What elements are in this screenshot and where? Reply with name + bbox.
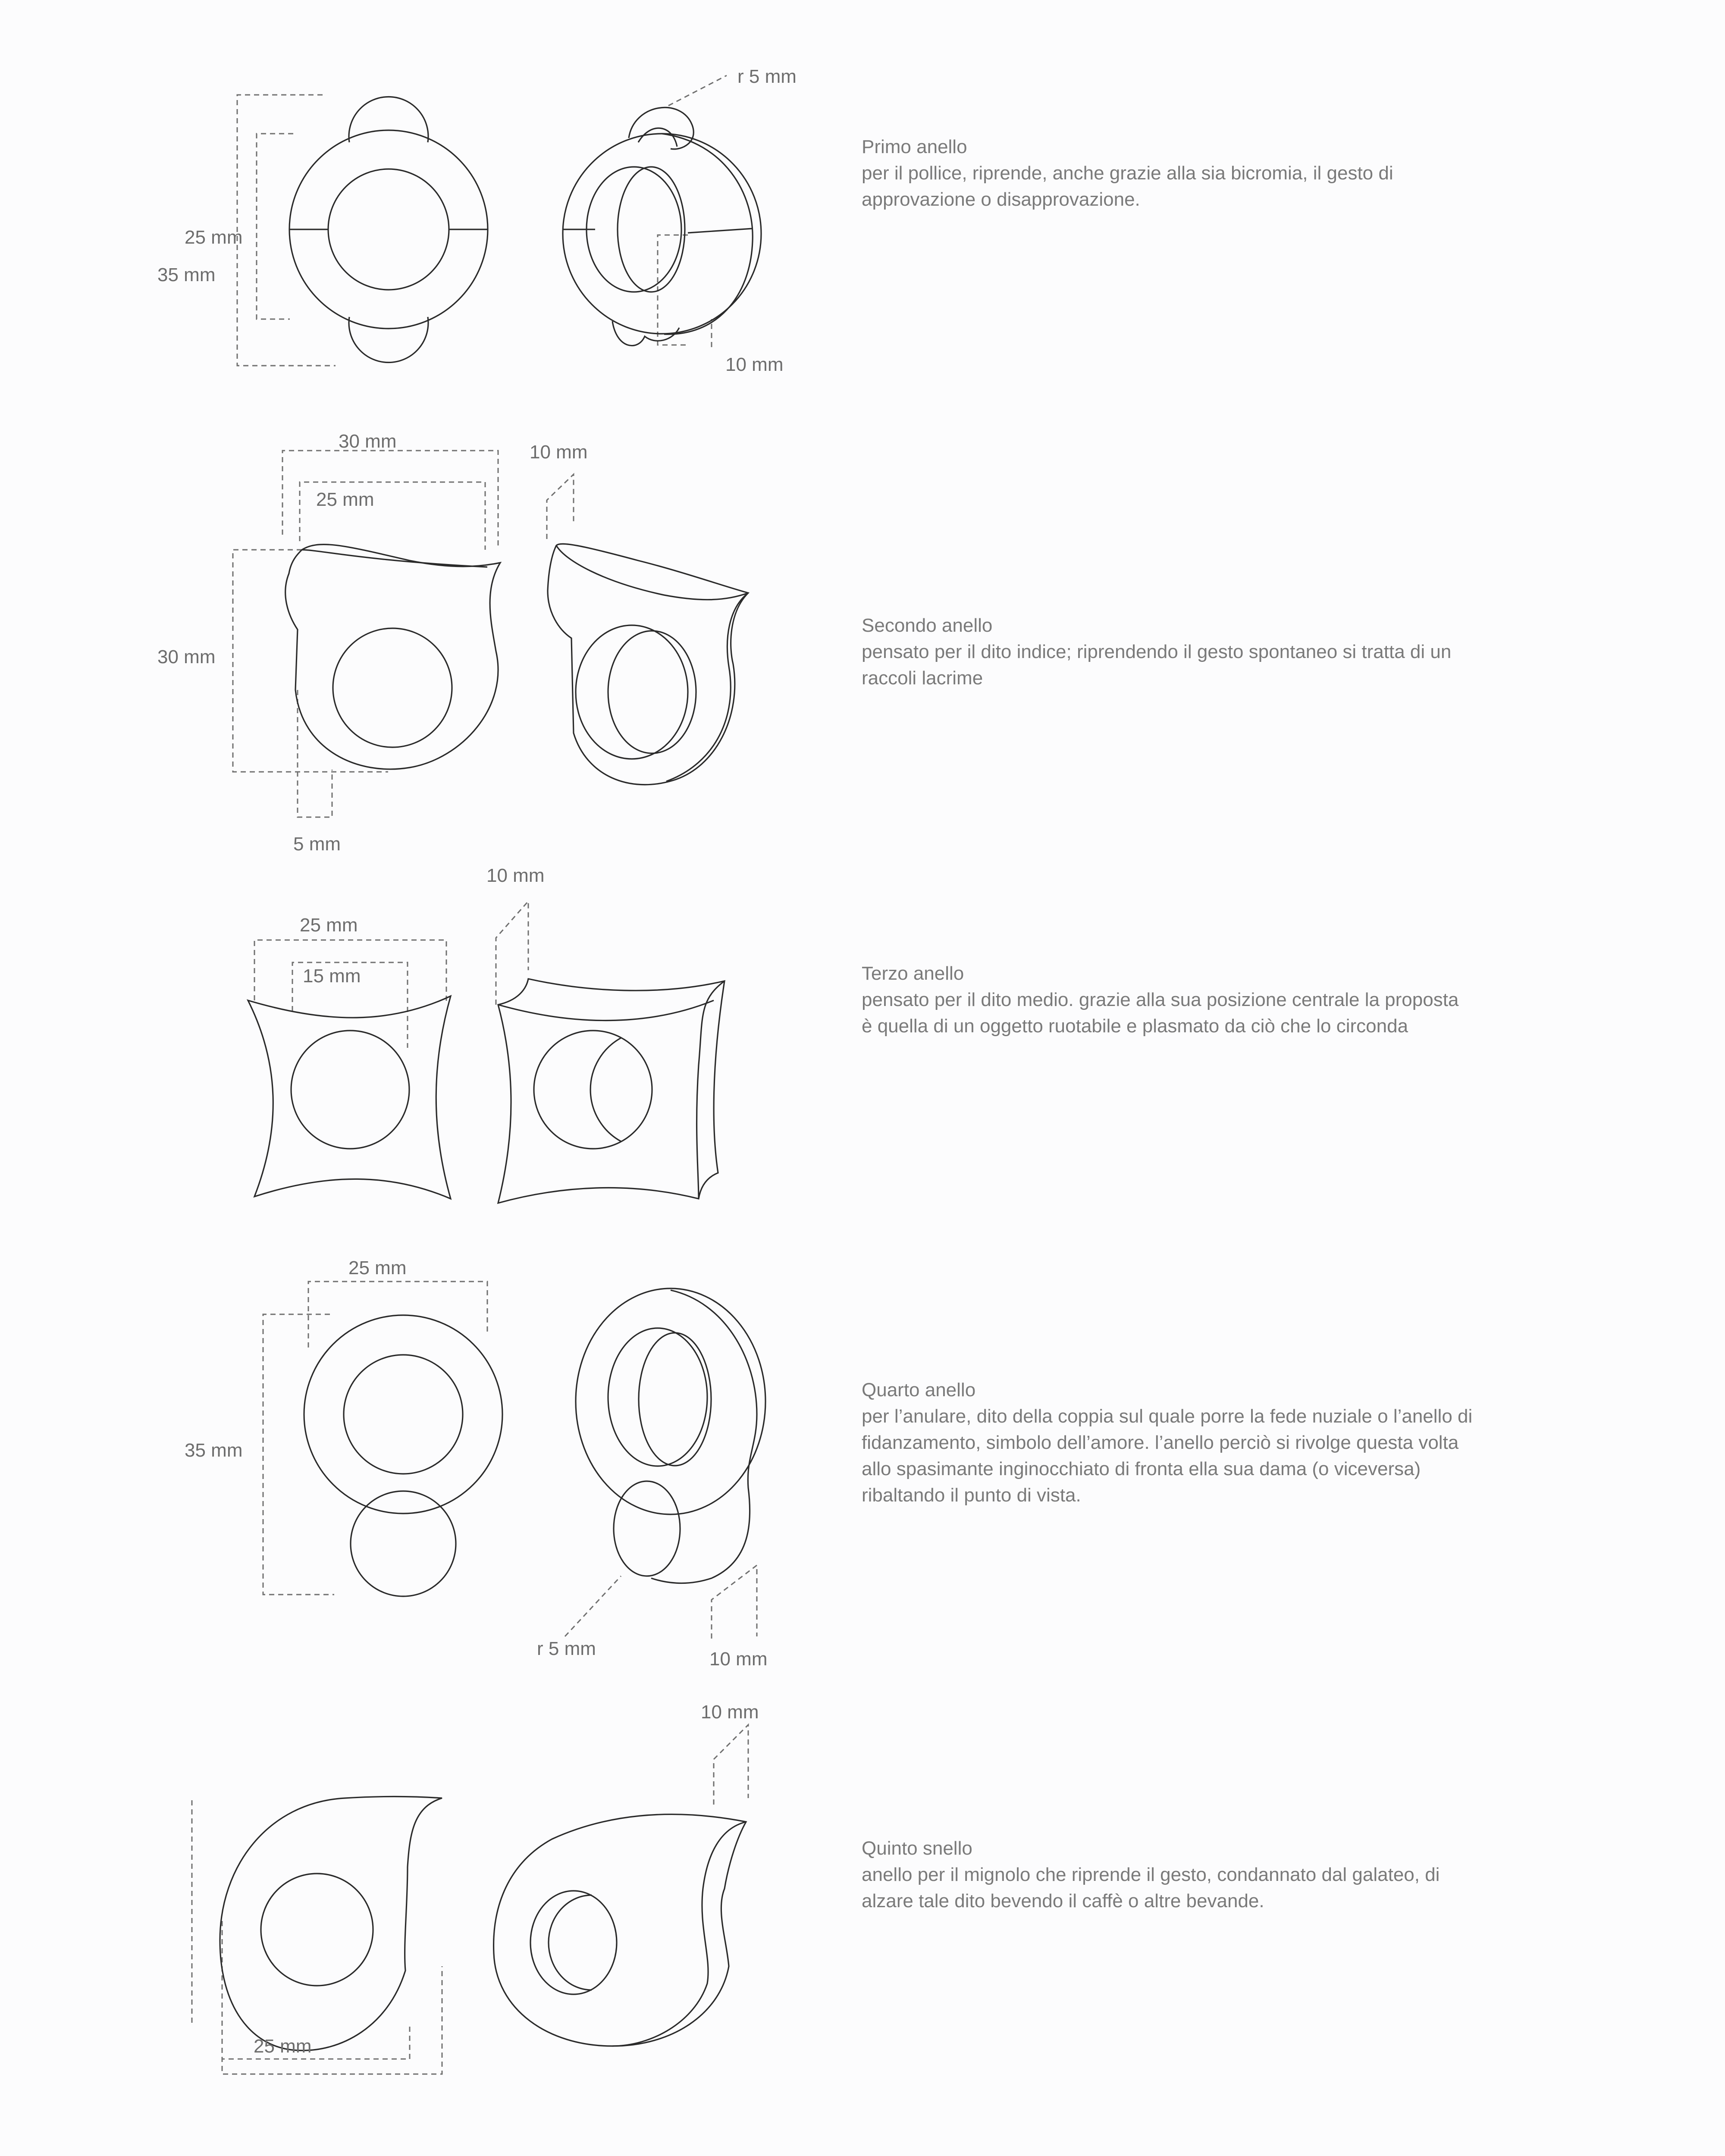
dim-label: 35 mm <box>157 264 216 285</box>
ring-title: Terzo anello <box>862 963 964 984</box>
ring-description-text: anello per il mignolo che riprende il gesto, condannato dal galateo, di alzare tale dito bevendo il caffè o altre bevande. <box>862 1864 1440 1912</box>
ring-title: Primo anello <box>862 136 967 157</box>
dim-label: r 5 mm <box>537 1638 596 1659</box>
ring-title: Secondo anello <box>862 615 993 636</box>
ring-1-three-quarter-view <box>563 107 761 345</box>
dim-label: 30 mm <box>157 646 216 667</box>
ring-description-text: pensato per il dito medio. grazie alla sua posizione centrale la proposta è quella di un oggetto ruotabile e plasmato da ciò che lo circonda <box>862 989 1459 1037</box>
ring-4-description <box>862 1377 1474 1508</box>
ring-2-dimension-lines <box>233 451 574 817</box>
dim-label: 35 mm <box>185 1440 243 1461</box>
dim-label: 10 mm <box>725 354 784 375</box>
dim-label: 25 mm <box>254 2036 312 2057</box>
ring-5-three-quarter-view <box>494 1814 746 2046</box>
ring-description-text: per l’anulare, dito della coppia sul quale porre la fede nuziale o l’anello di fidanzamento, simbolo dell’amore. l’anello perciò si rivolge questa volta allo spasimante inginocchiato di fronta ella sua dama (o viceversa) ribaltando il punto di vista. <box>862 1406 1473 1506</box>
ring-2-description <box>862 612 1474 691</box>
dim-label: r 5 mm <box>737 66 797 87</box>
ring-title: Quarto anello <box>862 1379 976 1401</box>
ring-description-text: per il pollice, riprende, anche grazie alla sia bicromia, il gesto di approvazione o disapprovazione. <box>862 163 1393 210</box>
ring-4-front-view <box>304 1315 502 1596</box>
ring-3-dimension-lines <box>254 901 528 1048</box>
dim-label: 25 mm <box>316 489 374 510</box>
dim-label: 25 mm <box>300 915 358 936</box>
ring-3-description <box>862 960 1474 1039</box>
ring-1-description <box>862 134 1474 213</box>
ring-2-front-view <box>285 545 500 769</box>
dim-label: 10 mm <box>530 442 588 463</box>
ring-description-text: pensato per il dito indice; riprendendo il gesto spontaneo si tratta di un raccoli lacrime <box>862 641 1452 689</box>
ring-3-front-view <box>248 996 451 1199</box>
ring-5-description <box>862 1835 1474 1914</box>
ring-5-dimension-lines <box>192 1725 748 2074</box>
ring-1-front-view <box>289 97 488 362</box>
ring-title: Quinto snello <box>862 1838 972 1859</box>
ring-1-dimension-lines <box>237 75 727 366</box>
ring-4-three-quarter-view <box>576 1288 765 1583</box>
dim-label: 10 mm <box>709 1648 768 1670</box>
ring-3-three-quarter-view <box>498 979 724 1203</box>
dim-label: 25 mm <box>185 227 243 248</box>
ring-2-three-quarter-view <box>548 544 748 784</box>
dim-label: 10 mm <box>701 1702 759 1723</box>
dim-label: 5 mm <box>293 834 341 855</box>
dim-label: 10 mm <box>486 865 545 886</box>
dim-label: 25 mm <box>348 1257 407 1279</box>
ring-5-front-view <box>220 1796 442 2050</box>
dim-label: 30 mm <box>339 431 397 452</box>
dim-label: 15 mm <box>303 965 361 987</box>
